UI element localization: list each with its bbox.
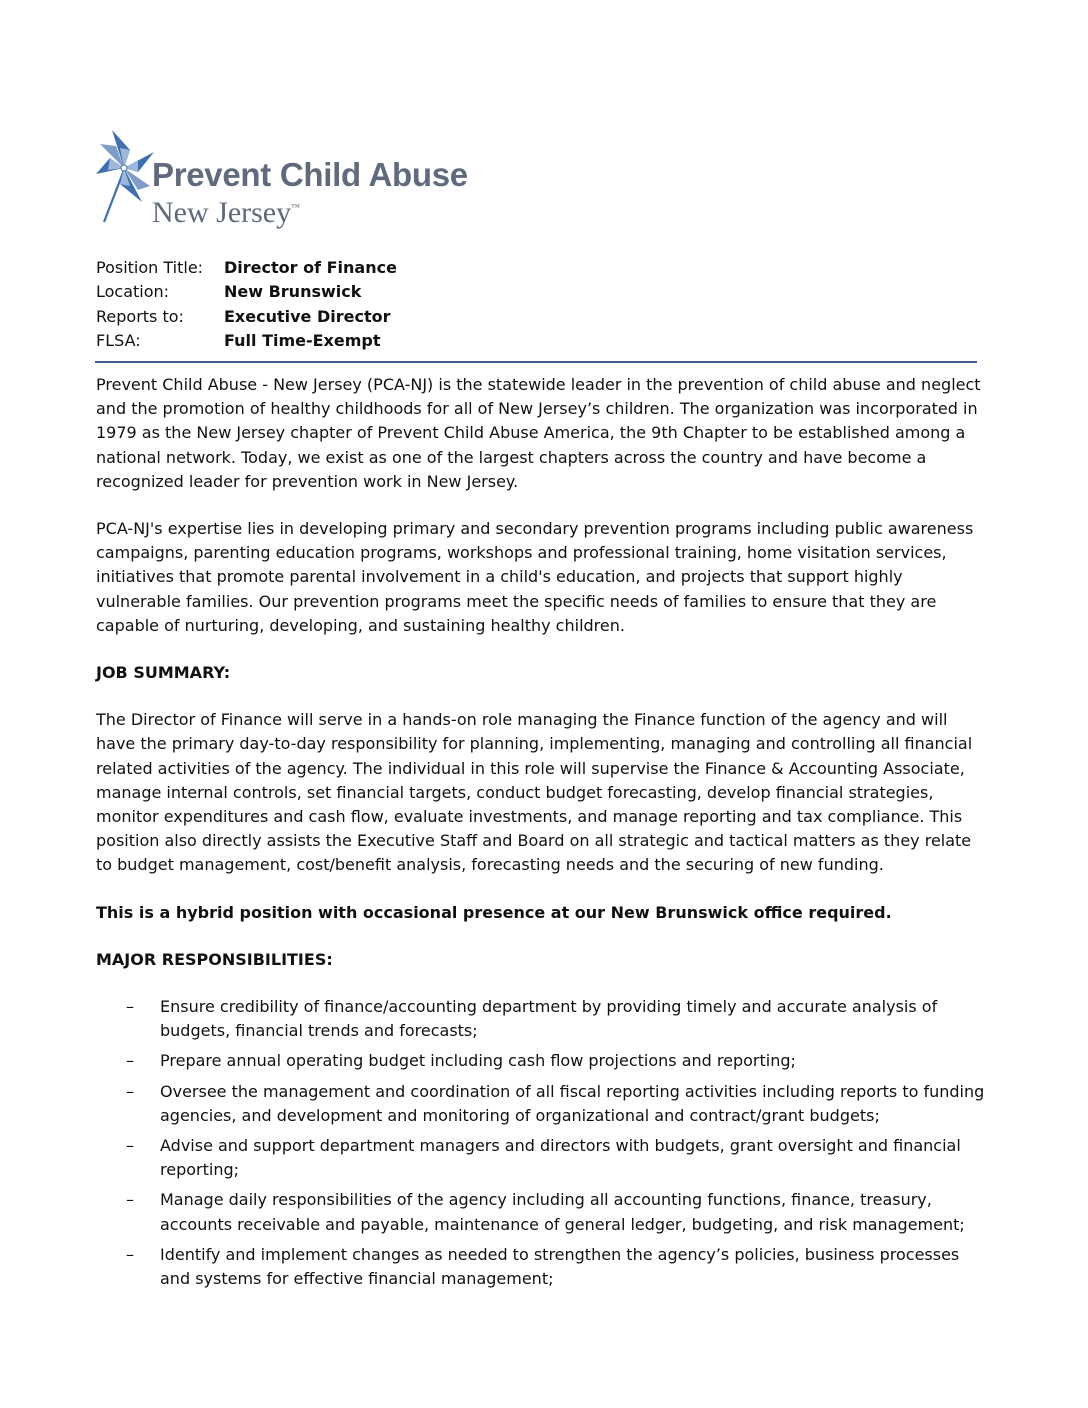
list-item-text: Identify and implement changes as needed to strengthen the agency’s policies, business processes and systems for effective financial management; — [160, 1244, 960, 1289]
reports-to-row — [96, 305, 397, 329]
dash-bullet: – — [126, 997, 134, 1017]
pinwheel-icon — [94, 126, 158, 226]
dash-bullet: – — [126, 1244, 134, 1264]
location-label: Location: — [96, 282, 170, 302]
list-item — [96, 995, 988, 1043]
position-title-value: Director of Finance — [224, 258, 397, 277]
list-item — [96, 1080, 988, 1128]
dash-bullet: – — [126, 1051, 134, 1071]
job-summary-heading: JOB SUMMARY: — [96, 663, 231, 683]
organization-logo — [94, 126, 494, 236]
list-item — [96, 1188, 988, 1236]
reports-to-label: Reports to: — [96, 306, 184, 326]
header-divider — [95, 361, 977, 363]
logo-wordmark-line2 — [152, 196, 300, 230]
list-item — [96, 1243, 988, 1291]
list-item-text: Manage daily responsibilities of the agency including all accounting functions, finance, treasury, accounts receivable and payable, maintenance of general ledger, budgeting, and risk management; — [160, 1190, 965, 1234]
list-item-text: Prepare annual operating budget including cash flow projections and reporting; — [160, 1051, 796, 1071]
responsibilities-list — [96, 995, 988, 1291]
intro-paragraph-1: Prevent Child Abuse - New Jersey (PCA-NJ) is the statewide leader in the prevention of child abuse and neglect and the promotion of healthy childhoods for all of New Jersey’s children. The organization was incorporated in 1979 as the New Jersey chapter of Prevent Child Abuse America, the 9th Chapter to be established among a national network. Today, we exist as one of the largest chapters across the country and have become a recognized leader for prevention work in New Jersey. — [96, 375, 981, 491]
list-item-text: Oversee the management and coordination of all fiscal reporting activities including reports to funding agencies, and development and monitoring of organizational and contract/grant budgets; — [160, 1081, 985, 1125]
hybrid-note: This is a hybrid position with occasional presence at our New Brunswick office required. — [96, 902, 892, 922]
logo-wordmark-line1: Prevent Child Abuse — [152, 156, 468, 193]
logo-wordmark-state: New Jersey — [152, 196, 292, 229]
flsa-label: FLSA: — [96, 330, 141, 350]
job-summary-text: The Director of Finance will serve in a hands-on role managing the Finance function of the agency and will have the primary day-to-day responsibility for planning, implementing, managing and controlling all financial related activities of the agency. The individual in this role will supervise the Finance & Accounting Associate, manage internal controls, set financial targets, conduct budget forecasting, develop financial strategies, monitor expenditures and cash flow, evaluate investments, and manage reporting and tax compliance. This position also directly assists the Executive Staff and Board on all strategic and tactical matters as they relate to budget management, cost/benefit analysis, forecasting needs and the securing of new funding. — [96, 710, 973, 875]
flsa-row — [96, 329, 397, 353]
dash-bullet: – — [126, 1081, 134, 1101]
position-details — [96, 256, 397, 353]
position-title-label: Position Title: — [96, 258, 204, 277]
location-value: New Brunswick — [224, 282, 362, 302]
list-item — [96, 1049, 988, 1073]
trademark-symbol: ™ — [291, 202, 300, 212]
dash-bullet: – — [126, 1190, 134, 1210]
flsa-value: Full Time-Exempt — [224, 330, 381, 350]
location-row — [96, 280, 397, 304]
list-item-text: Advise and support department managers and directors with budgets, grant oversight and financial reporting; — [160, 1136, 961, 1180]
job-description-body — [96, 373, 988, 1297]
responsibilities-heading: MAJOR RESPONSIBILITIES: — [96, 949, 333, 969]
list-item-text: Ensure credibility of finance/accounting department by providing timely and accurate analysis of budgets, financial trends and forecasts; — [160, 997, 938, 1041]
dash-bullet: – — [126, 1136, 134, 1156]
list-item — [96, 1134, 988, 1182]
intro-paragraph-2: PCA-NJ's expertise lies in developing primary and secondary prevention programs including public awareness campaigns, parenting education programs, workshops and professional training, home visitation services, initiatives that promote parental involvement in a child's education, and projects that support highly vulnerable families. Our prevention programs meet the specific needs of families to ensure that they are capable of nurturing, developing, and sustaining healthy children. — [96, 519, 974, 635]
position-title-row — [96, 256, 397, 280]
reports-to-value: Executive Director — [224, 306, 391, 326]
